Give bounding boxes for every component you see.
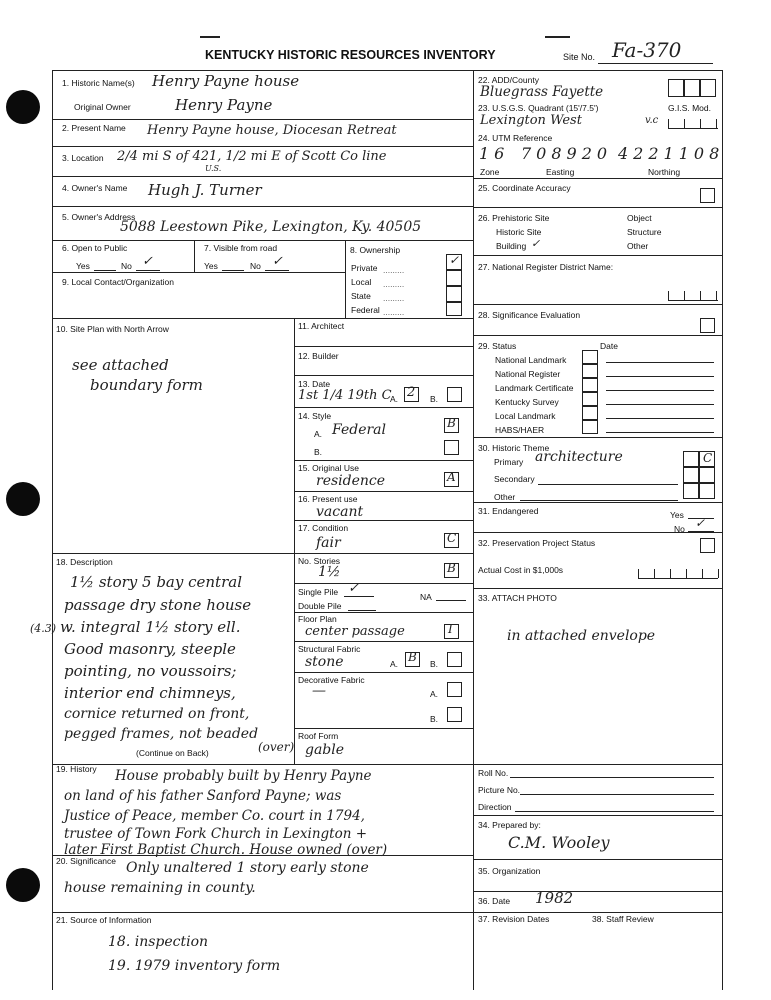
description-line[interactable]: Good masonry, steeple <box>64 640 236 658</box>
ownership-checkbox-local[interactable] <box>446 270 462 286</box>
ownership-checkbox-federal[interactable] <box>446 302 462 316</box>
original-use-value[interactable]: residence <box>316 473 386 489</box>
building-label: Building <box>496 241 527 251</box>
add-county-box-2[interactable] <box>684 79 700 97</box>
gis-mod-label: G.I.S. Mod. <box>668 103 711 113</box>
description-line[interactable]: cornice returned on front, <box>64 706 250 722</box>
structural-b-label: B. <box>430 659 439 669</box>
source-label: 21. Source of Information <box>56 915 152 925</box>
site-plan-value-2[interactable]: boundary form <box>90 376 203 394</box>
pile-na-label: NA <box>420 592 432 602</box>
description-line[interactable]: interior end chimneys, <box>64 684 236 702</box>
usgs-quadrant-label: 23. U.S.G.S. Quadrant (15'/7.5') <box>478 103 599 113</box>
builder-label: 12. Builder <box>298 351 339 361</box>
structural-b-box[interactable] <box>447 652 462 667</box>
visible-from-road-label: 7. Visible from road <box>204 243 278 253</box>
theme-box-5[interactable] <box>683 483 699 499</box>
location-label: 3. Location <box>62 153 104 163</box>
utm-zone-label: Zone <box>480 167 500 177</box>
other-label: Other <box>627 241 649 251</box>
significance-label: 20. Significance <box>56 856 117 866</box>
primary-label: Primary <box>494 457 524 467</box>
status-box-3[interactable] <box>582 378 598 392</box>
history-line[interactable]: Justice of Peace, member Co. court in 1794, <box>64 808 365 824</box>
original-owner-label: Original Owner <box>74 102 131 112</box>
date-value[interactable]: 1st 1/4 19th C <box>298 388 392 403</box>
add-county-value[interactable]: Bluegrass Fayette <box>480 84 604 100</box>
date-a-label: A. <box>390 394 399 404</box>
architect-label: 11. Architect <box>298 321 345 331</box>
date-36-label: 36. Date <box>478 896 511 906</box>
scan-mark <box>545 36 570 38</box>
description-line[interactable]: pegged frames, not beaded <box>64 726 259 742</box>
building-mark[interactable]: ✓ <box>531 237 541 250</box>
date-a-mark: 2 <box>407 385 416 400</box>
description-line[interactable]: passage dry stone house <box>64 596 252 614</box>
present-use-value[interactable]: vacant <box>316 504 364 520</box>
ownership-local: Local <box>351 277 372 287</box>
decorative-a-label: A. <box>430 689 439 699</box>
description-line[interactable]: pointing, no voussoirs; <box>64 662 237 680</box>
object-label: Object <box>627 213 652 223</box>
historic-site-label: Historic Site <box>496 227 542 237</box>
style-b-label: B. <box>314 447 323 457</box>
structural-fabric-label: Structural Fabric <box>298 644 361 654</box>
significance-line[interactable]: house remaining in county. <box>64 880 256 896</box>
coordinate-accuracy-box[interactable] <box>700 188 715 203</box>
preservation-project-label: 32. Preservation Project Status <box>478 538 596 548</box>
status-box-6[interactable] <box>582 420 598 434</box>
ownership-state: State <box>351 291 371 301</box>
binder-hole-2 <box>6 482 40 516</box>
condition-value[interactable]: fair <box>316 535 341 551</box>
no-stories-value[interactable]: 1½ <box>318 564 341 580</box>
status-local-landmark: Local Landmark <box>495 411 556 421</box>
visible-no-mark[interactable]: ✓ <box>272 254 283 269</box>
open-no-mark[interactable]: ✓ <box>142 254 153 269</box>
date-b-box[interactable] <box>447 387 462 402</box>
floor-plan-label: Floor Plan <box>298 614 337 624</box>
theme-box-3[interactable] <box>683 467 699 483</box>
no-stories-mark: B <box>447 561 456 575</box>
date-36-value[interactable]: 1982 <box>535 889 574 907</box>
style-a-mark: B <box>447 416 456 430</box>
present-use-label: 16. Present use <box>298 494 358 504</box>
binder-hole-3 <box>6 868 40 902</box>
history-label: 19. History <box>56 764 97 774</box>
structure-label: Structure <box>627 227 662 237</box>
original-owner-value[interactable]: Henry Payne <box>175 96 273 114</box>
single-pile-label: Single Pile <box>298 587 339 597</box>
decorative-a-box[interactable] <box>447 682 462 697</box>
history-line[interactable]: later First Baptist Church. House owned (over) <box>64 842 388 858</box>
theme-box-4[interactable] <box>699 467 715 483</box>
structural-a-label: A. <box>390 659 399 669</box>
decorative-b-box[interactable] <box>447 707 462 722</box>
roof-form-label: Roof Form <box>298 731 339 741</box>
theme-box-6[interactable] <box>699 483 715 499</box>
status-box-4[interactable] <box>582 392 598 406</box>
original-use-label: 15. Original Use <box>298 463 359 473</box>
endangered-no-mark[interactable]: ✓ <box>695 516 706 530</box>
utm-zone[interactable]: 16 <box>479 144 510 163</box>
description-label: 18. Description <box>56 557 113 567</box>
description-side-note: (4.3) <box>30 622 57 635</box>
status-kentucky-survey: Kentucky Survey <box>495 397 559 407</box>
direction-label: Direction <box>478 802 512 812</box>
add-county-label: 22. ADD/County <box>478 75 539 85</box>
status-national-register: National Register <box>495 369 561 379</box>
location-note: U.S. <box>205 164 222 173</box>
site-no-value[interactable]: Fa-370 <box>612 38 682 62</box>
endangered-yes: Yes <box>670 510 684 520</box>
status-date-label: Date <box>600 341 618 351</box>
status-national-landmark: National Landmark <box>495 355 567 365</box>
roll-no-label: Roll No. <box>478 768 509 778</box>
utm-reference-label: 24. UTM Reference <box>478 133 553 143</box>
continue-on-back: (Continue on Back) <box>136 748 209 758</box>
date-label: 13. Date <box>298 379 331 389</box>
owners-name-label: 4. Owner's Name <box>62 183 128 193</box>
historic-name-value[interactable]: Henry Payne house <box>152 72 300 90</box>
ownership-federal: Federal <box>351 305 380 315</box>
utm-easting[interactable]: 708920 <box>521 144 613 163</box>
source-line[interactable]: 18. inspection <box>108 934 209 950</box>
scan-mark <box>200 36 220 38</box>
open-to-public-label: 6. Open to Public <box>62 243 128 253</box>
historic-theme-label: 30. Historic Theme <box>478 443 550 453</box>
actual-cost-label: Actual Cost in $1,000s <box>478 565 564 575</box>
attach-photo-label: 33. ATTACH PHOTO <box>478 593 557 603</box>
usgs-quadrant-value[interactable]: Lexington West <box>480 113 582 128</box>
ownership-private: Private <box>351 263 378 273</box>
visible-no-label: No <box>250 261 261 271</box>
primary-theme-value[interactable]: architecture <box>535 449 623 465</box>
style-b-box[interactable] <box>444 440 459 455</box>
history-line[interactable]: House probably built by Henry Payne <box>115 768 372 784</box>
add-county-box-3[interactable] <box>700 79 716 97</box>
status-habs-haer: HABS/HAER <box>495 425 545 435</box>
status-box-1[interactable] <box>582 350 598 364</box>
ownership-private-mark: ✓ <box>449 253 460 267</box>
open-yes-label: Yes <box>76 261 90 271</box>
structural-a-mark: B <box>408 650 417 664</box>
status-box-5[interactable] <box>582 406 598 420</box>
prepared-by-value[interactable]: C.M. Wooley <box>508 833 610 852</box>
attach-photo-value[interactable]: in attached envelope <box>507 628 656 644</box>
significance-line[interactable]: Only unaltered 1 story early stone <box>126 860 369 876</box>
prehistoric-site-label: 26. Prehistoric Site <box>478 213 550 223</box>
style-label: 14. Style <box>298 411 332 421</box>
site-no-label: Site No. <box>563 52 596 62</box>
description-line[interactable]: w. integral 1½ story ell. <box>60 618 241 636</box>
status-box-2[interactable] <box>582 364 598 378</box>
utm-northing-label: Northing <box>648 167 681 177</box>
site-plan-value-1[interactable]: see attached <box>72 356 169 374</box>
coordinate-accuracy-label: 25. Coordinate Accuracy <box>478 183 571 193</box>
status-landmark-certificate: Landmark Certificate <box>495 383 574 393</box>
form-title: KENTUCKY HISTORIC RESOURCES INVENTORY <box>205 48 496 62</box>
decorative-b-label: B. <box>430 714 439 724</box>
floor-plan-value[interactable]: center passage <box>305 624 405 639</box>
historic-name-label: 1. Historic Name(s) <box>62 78 135 88</box>
history-line[interactable]: trustee of Town Fork Church in Lexington + <box>64 826 368 842</box>
utm-easting-label: Easting <box>546 167 575 177</box>
organization-label: 35. Organization <box>478 866 541 876</box>
add-county-box-1[interactable] <box>668 79 684 97</box>
location-value[interactable]: 2/4 mi S of 421, 1/2 mi E of Scott Co line <box>117 149 387 164</box>
source-line[interactable]: 19. 1979 inventory form <box>108 958 281 974</box>
owners-name-value[interactable]: Hugh J. Turner <box>148 181 262 199</box>
local-contact-label: 9. Local Contact/Organization <box>62 277 174 287</box>
endangered-label: 31. Endangered <box>478 506 539 516</box>
national-register-district-label: 27. National Register District Name: <box>478 262 614 272</box>
usgs-quadrant-extra: v.c <box>645 115 659 126</box>
binder-hole-1 <box>6 90 40 124</box>
condition-label: 17. Condition <box>298 523 349 533</box>
theme-box-1[interactable] <box>683 451 699 467</box>
single-pile-mark[interactable]: ✓ <box>348 581 359 596</box>
condition-mark: C <box>447 531 457 545</box>
decorative-fabric-label: Decorative Fabric <box>298 675 365 685</box>
style-a-label: A. <box>314 429 323 439</box>
structural-fabric-value[interactable]: stone <box>305 654 344 670</box>
owners-address-value[interactable]: 5088 Leestown Pike, Lexington, Ky. 40505 <box>120 219 422 235</box>
history-line[interactable]: on land of his father Sanford Payne; was <box>64 788 342 804</box>
significance-evaluation-label: 28. Significance Evaluation <box>478 310 581 320</box>
status-label: 29. Status <box>478 341 517 351</box>
endangered-no: No <box>674 524 685 534</box>
open-no-label: No <box>121 261 132 271</box>
original-use-mark: A <box>447 470 456 484</box>
utm-northing[interactable]: 4221108 <box>618 144 725 163</box>
ownership-checkbox-state[interactable] <box>446 286 462 302</box>
date-b-label: B. <box>430 394 439 404</box>
ownership-label: 8. Ownership <box>350 245 401 255</box>
ownership-dots: ......... ......... ......... ......... <box>383 265 405 317</box>
description-over: (over) <box>258 740 295 754</box>
description-line[interactable]: 1½ story 5 bay central <box>70 573 242 591</box>
roof-form-value[interactable]: gable <box>305 742 345 758</box>
preservation-project-box[interactable] <box>700 538 715 553</box>
double-pile-label: Double Pile <box>298 601 342 611</box>
staff-review-label: 38. Staff Review <box>592 914 654 924</box>
revision-dates-label: 37. Revision Dates <box>478 914 550 924</box>
significance-evaluation-box[interactable] <box>700 318 715 333</box>
picture-no-label: Picture No. <box>478 785 521 795</box>
floor-plan-mark: I <box>448 622 453 636</box>
present-name-value[interactable]: Henry Payne house, Diocesan Retreat <box>147 123 397 138</box>
style-value[interactable]: Federal <box>332 422 386 438</box>
visible-yes-label: Yes <box>204 261 218 271</box>
no-stories-label: No. Stories <box>298 556 341 566</box>
other-theme-label: Other <box>494 492 516 502</box>
decorative-fabric-value[interactable]: — <box>312 683 326 699</box>
owners-address-label: 5. Owner's Address <box>62 212 136 222</box>
prepared-by-label: 34. Prepared by: <box>478 820 541 830</box>
present-name-label: 2. Present Name <box>62 123 126 133</box>
theme-mark: C <box>703 451 713 465</box>
site-plan-label: 10. Site Plan with North Arrow <box>56 324 169 334</box>
secondary-label: Secondary <box>494 474 535 484</box>
